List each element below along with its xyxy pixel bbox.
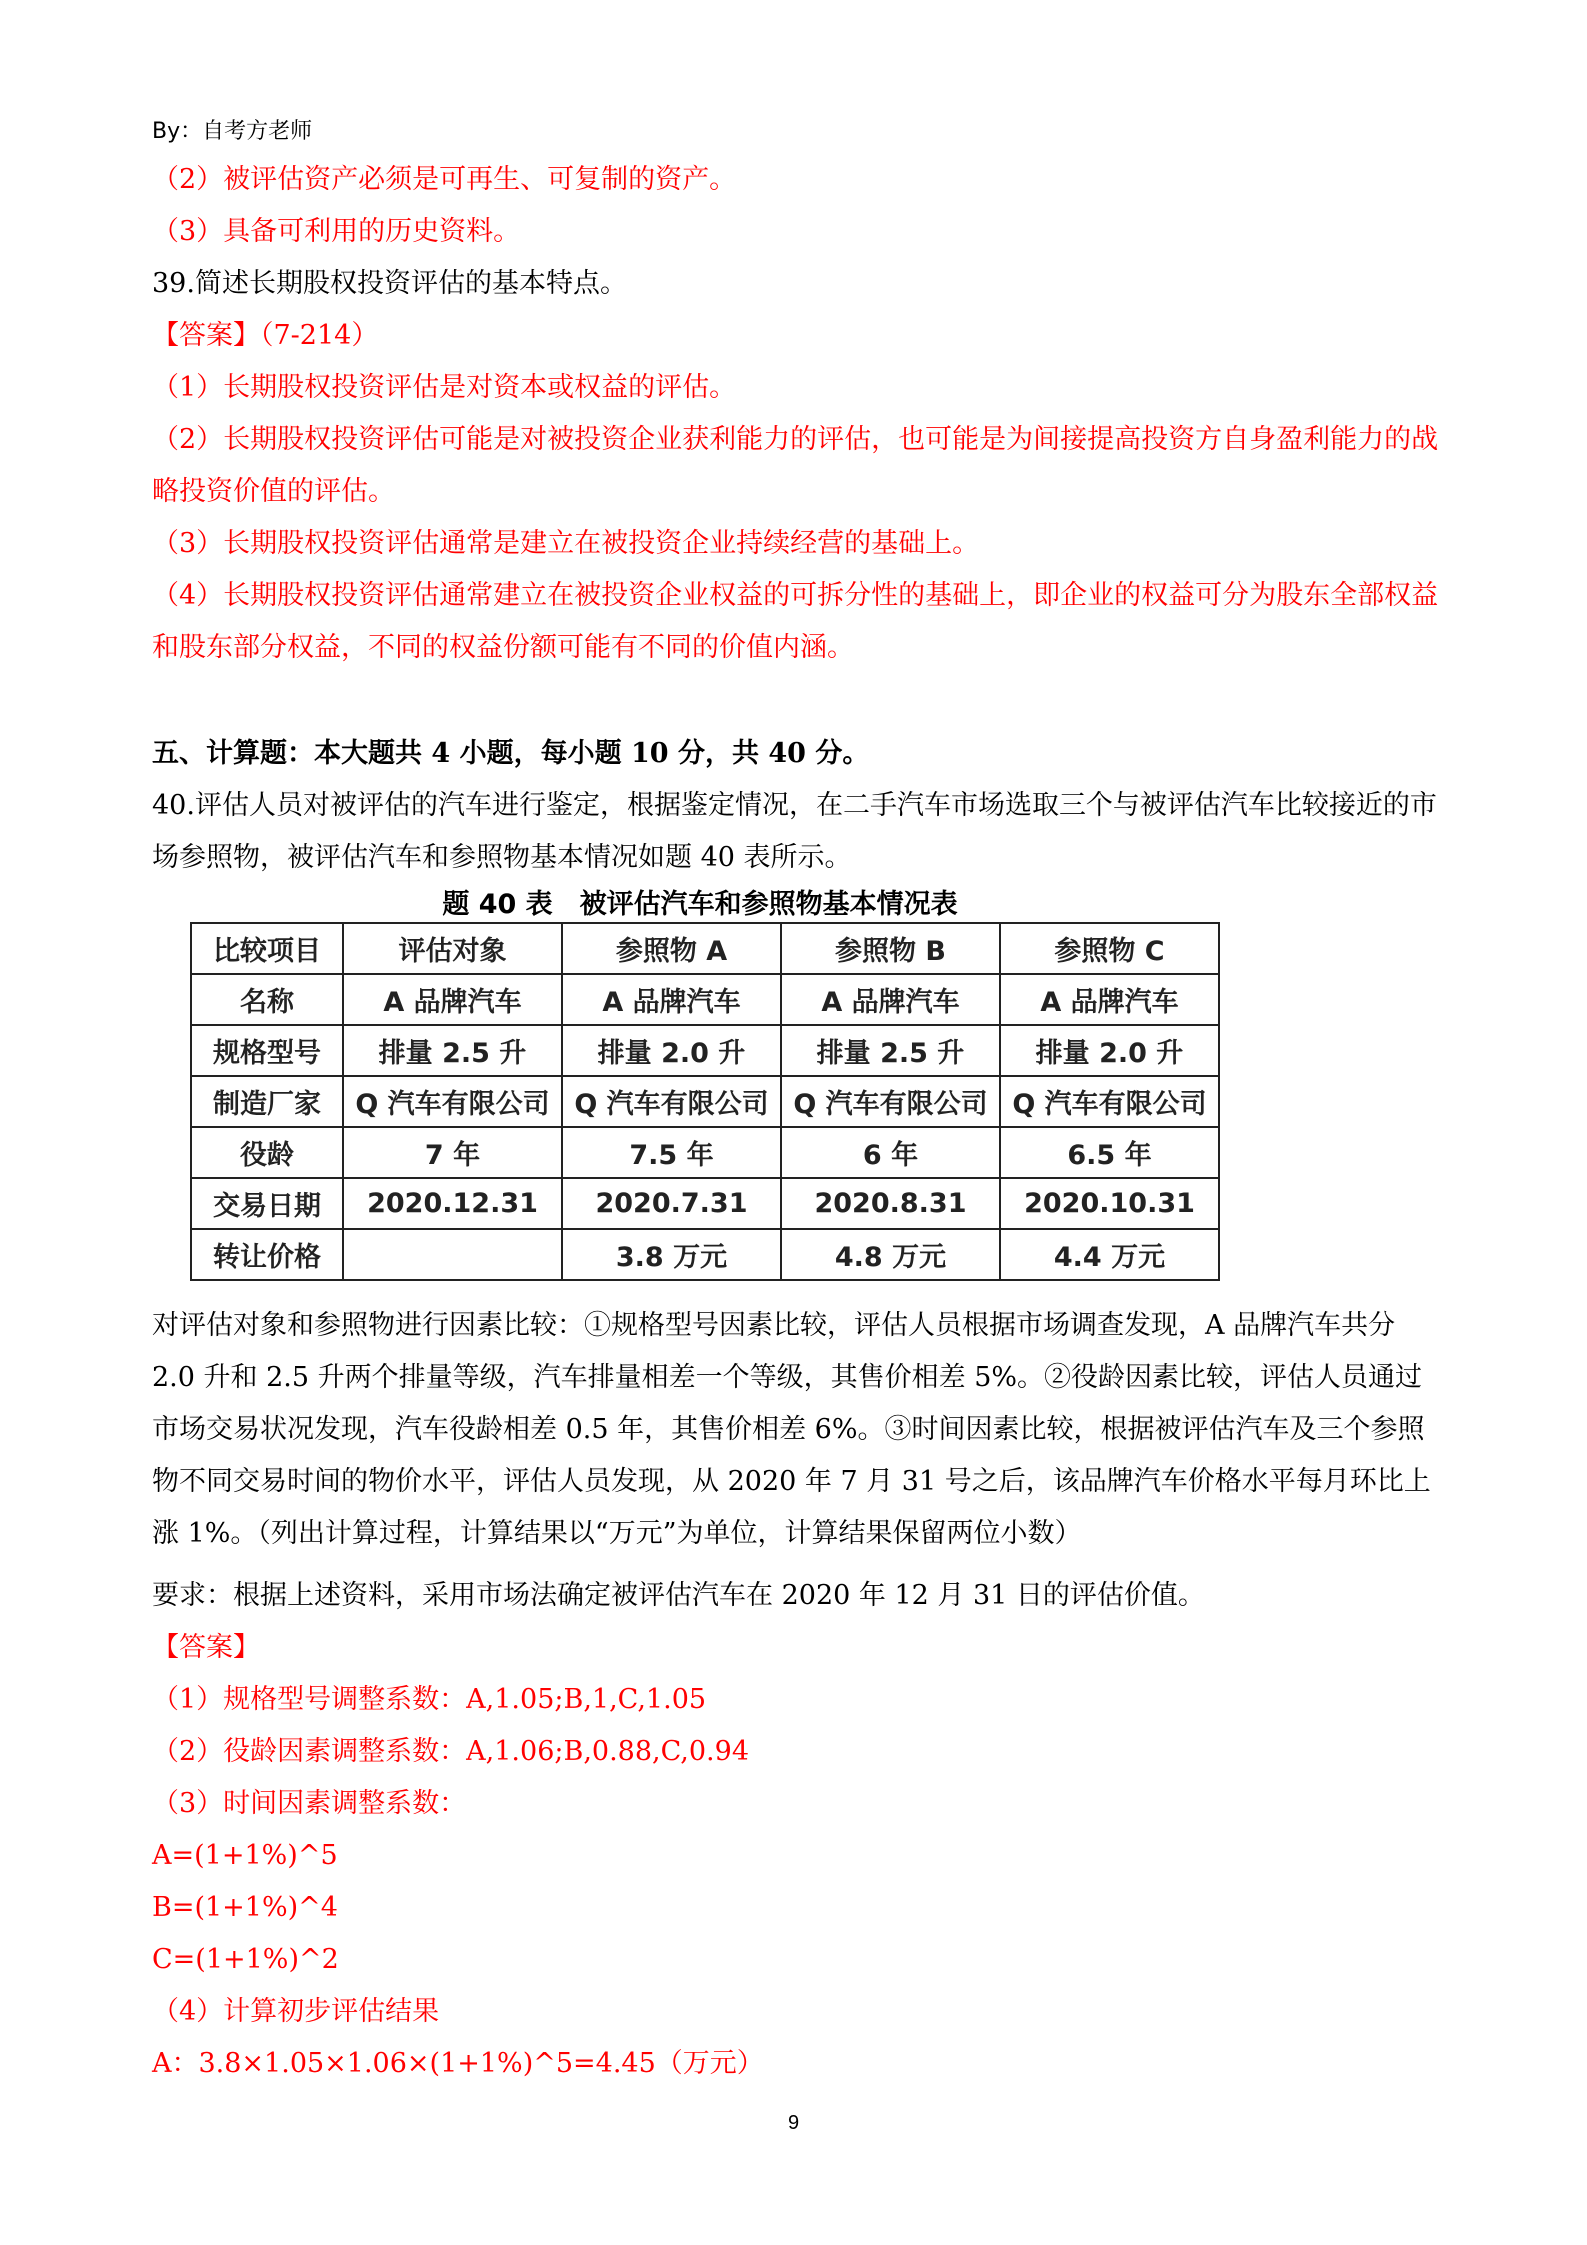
answer-label-39: 【答案】（7-214） (152, 320, 379, 351)
table-cell: 7.5 年 (562, 1127, 781, 1178)
answer-40-line: （2）役龄因素调整系数：A,1.06;B,0.88,C,0.94 (152, 1736, 749, 1767)
author-line: By：自考方老师 (152, 119, 313, 144)
table-row (191, 923, 1219, 974)
question-39: 39.简述长期股权投资评估的基本特点。 (152, 268, 627, 299)
table-cell: 规格型号 (191, 1025, 343, 1076)
comparison-table (190, 922, 1220, 1281)
page-number: 9 (787, 2112, 800, 2134)
table-cell: 2020.7.31 (562, 1178, 781, 1229)
answer-40-line: A：3.8×1.05×1.06×(1+1%)^5=4.45（万元） (152, 2048, 764, 2079)
table-cell: 名称 (191, 974, 343, 1025)
answer-40-line: （3）时间因素调整系数： (152, 1788, 467, 1819)
table-cell: Q 汽车有限公司 (562, 1076, 781, 1127)
table-cell: 排量 2.0 升 (562, 1025, 781, 1076)
question-40-description: 对评估对象和参照物进行因素比较：①规格型号因素比较，评估人员根据市场调查发现，A 品牌汽车共分 2.0 升和 2.5 升两个排量等级，汽车排量相差一个等级，其售价相差 5%。②役龄因素比较，评估人员通过市场交易状况发现，汽车役龄相差 0.5 年，其售价相差 6%。③时间因素比较，根据被评估汽车及三个参照物不同交易时间的物价水平，评估人员发现，从 2020 年 7 月 31 号之后，该品牌汽车价格水平每月环比上涨 1%。（列出计算过程，计算结果以“万元”为单位，计算结果保留两位小数） (152, 1310, 1431, 1549)
table-cell: 评估对象 (343, 923, 562, 974)
table-cell: 2020.12.31 (343, 1178, 562, 1229)
table-cell: 4.4 万元 (1000, 1229, 1219, 1280)
table-cell: 转让价格 (191, 1229, 343, 1280)
answer-40-line: （4）计算初步评估结果 (152, 1996, 440, 2027)
section-5-heading: 五、计算题：本大题共 4 小题，每小题 10 分，共 40 分。 (152, 738, 870, 769)
table-cell: 参照物 B (781, 923, 1000, 974)
table-cell: 排量 2.5 升 (343, 1025, 562, 1076)
answer-label-40: 【答案】 (152, 1632, 260, 1663)
question-40-requirement: 要求：根据上述资料，采用市场法确定被评估汽车在 2020 年 12 月 31 日的评估价值。 (152, 1580, 1205, 1611)
question-40-intro: 40.评估人员对被评估的汽车进行鉴定，根据鉴定情况，在二手汽车市场选取三个与被评估汽车比较接近的市场参照物，被评估汽车和参照物基本情况如题 40 表所示。 (152, 790, 1437, 873)
table-cell: 排量 2.0 升 (1000, 1025, 1219, 1076)
table-row (191, 974, 1219, 1025)
table-cell: 2020.10.31 (1000, 1178, 1219, 1229)
table-cell: 参照物 C (1000, 923, 1219, 974)
table-row (191, 1127, 1219, 1178)
table-row (191, 1025, 1219, 1076)
condition-2: （2）被评估资产必须是可再生、可复制的资产。 (152, 164, 737, 195)
answer-39-point-4: （4）长期股权投资评估通常建立在被投资企业权益的可拆分性的基础上，即企业的权益可分为股东全部权益和股东部分权益，不同的权益份额可能有不同的价值内涵。 (152, 580, 1439, 663)
table-cell: 6 年 (781, 1127, 1000, 1178)
table-cell: 3.8 万元 (562, 1229, 781, 1280)
table-row (191, 1076, 1219, 1127)
table-cell (343, 1229, 562, 1280)
table-cell: A 品牌汽车 (343, 974, 562, 1025)
table-cell: 比较项目 (191, 923, 343, 974)
table-cell: 排量 2.5 升 (781, 1025, 1000, 1076)
table-row (191, 1229, 1219, 1280)
table-cell: Q 汽车有限公司 (781, 1076, 1000, 1127)
answer-39-point-3: （3）长期股权投资评估通常是建立在被投资企业持续经营的基础上。 (152, 528, 980, 559)
condition-3: （3）具备可利用的历史资料。 (152, 216, 521, 247)
table-cell: 役龄 (191, 1127, 343, 1178)
answer-40-line: C=(1+1%)^2 (152, 1944, 339, 1975)
table-cell: 交易日期 (191, 1178, 343, 1229)
answer-39-point-1: （1）长期股权投资评估是对资本或权益的评估。 (152, 372, 737, 403)
table-row (191, 1178, 1219, 1229)
answer-40-line: A=(1+1%)^5 (152, 1840, 338, 1871)
table-cell: 2020.8.31 (781, 1178, 1000, 1229)
table-cell: 7 年 (343, 1127, 562, 1178)
table-cell: 4.8 万元 (781, 1229, 1000, 1280)
table-cell: A 品牌汽车 (1000, 974, 1219, 1025)
table-cell: A 品牌汽车 (562, 974, 781, 1025)
answer-39-point-2: （2）长期股权投资评估可能是对被投资企业获利能力的评估，也可能是为间接提高投资方自身盈利能力的战略投资价值的评估。 (152, 424, 1439, 507)
table-caption: 题 40 表 被评估汽车和参照物基本情况表 (442, 889, 958, 920)
table-cell: Q 汽车有限公司 (343, 1076, 562, 1127)
table-cell: 制造厂家 (191, 1076, 343, 1127)
table-cell: A 品牌汽车 (781, 974, 1000, 1025)
table-cell: 参照物 A (562, 923, 781, 974)
table-cell: Q 汽车有限公司 (1000, 1076, 1219, 1127)
answer-40-line: B=(1+1%)^4 (152, 1892, 338, 1923)
answer-40-line: （1）规格型号调整系数：A,1.05;B,1,C,1.05 (152, 1684, 707, 1715)
table-cell: 6.5 年 (1000, 1127, 1219, 1178)
